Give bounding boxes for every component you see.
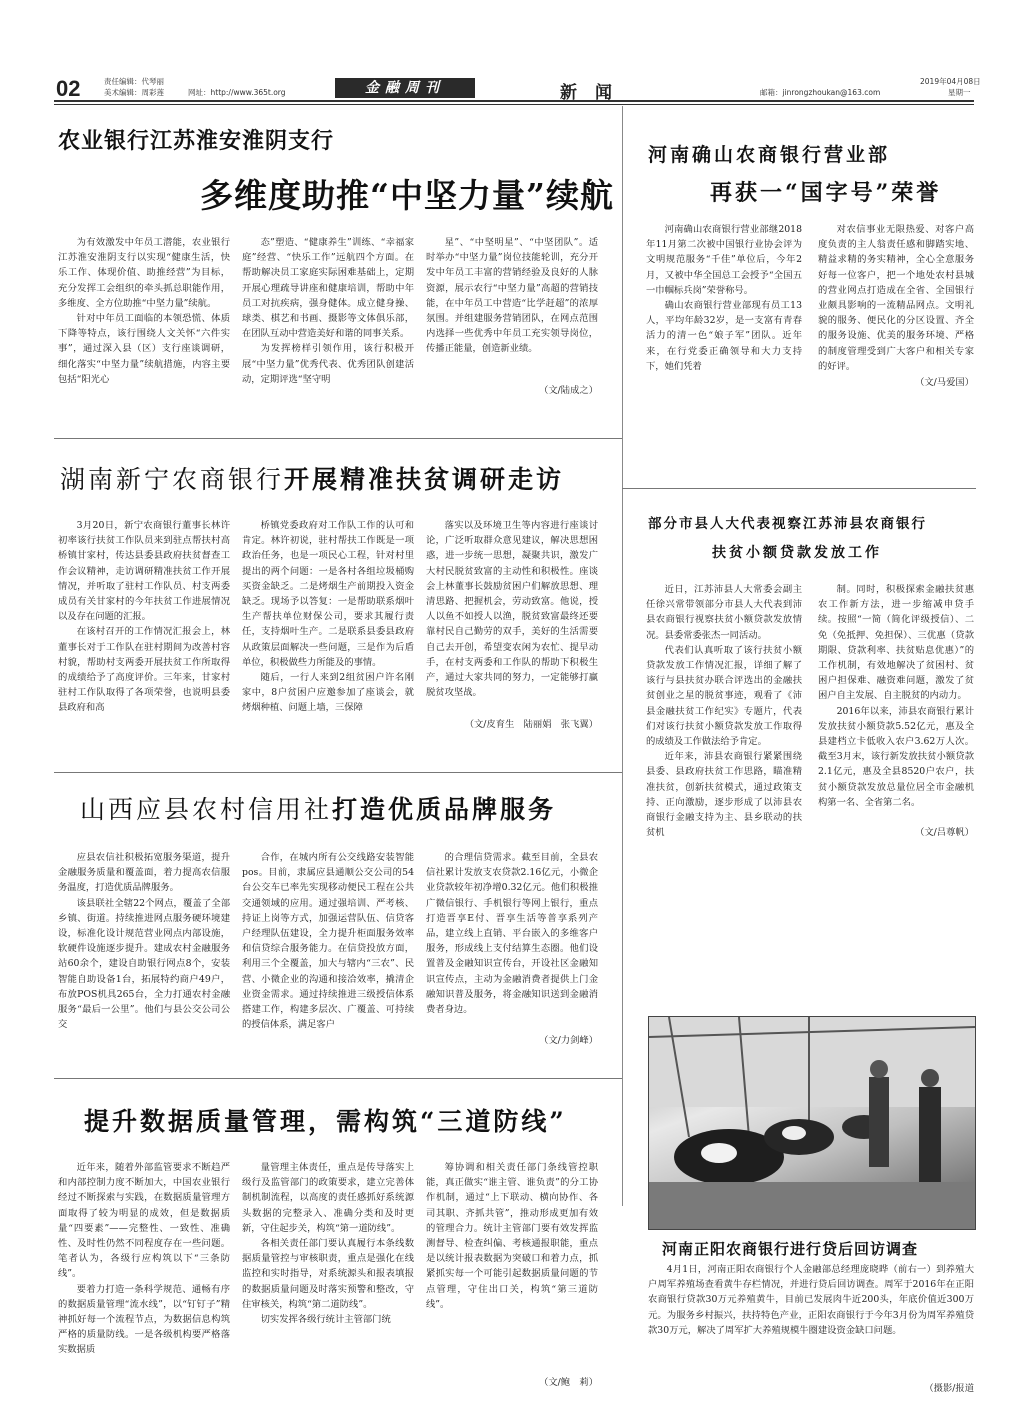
a5-title-line xyxy=(80,790,556,826)
website-text: 网址：http://www.365t.org xyxy=(188,88,286,97)
a3-column-1: 3月20日，新宁农商银行董事长林许初率该行扶贫工作队员来到驻点帮扶村高桥镇甘家村，传达县委县政府扶贫督查工作会议精神，走访调研精准扶贫工作开展情况，并听取了驻村工作队员、村支两委成员有关甘家村的今年扶贫工作进展情况以及存在问题的汇报。 在该村召开的工作情况汇报会上，林董事长对于工作队在驻村期间为改善村容村貌，帮助村支两委开展扶贫工作所取得的成绩给予了高度评价。三年来，甘家村驻村工作队取得了各项荣誉，也说明县委县政府和高 xyxy=(58,520,230,714)
a1-author: （文/陆成之） xyxy=(539,385,598,396)
a5-title-plain: 山西应县农村信用社 xyxy=(80,795,333,824)
a4-kicker: 部分市县人大代表视察江苏沛县农商银行 xyxy=(648,516,927,532)
a6-author: （文/鲍 莉） xyxy=(539,1377,598,1388)
email-text: 邮箱：jinrongzhoukan@163.com xyxy=(760,88,881,97)
a1-kicker: 农业银行江苏淮安淮阴支行 xyxy=(58,128,335,154)
a4-column-2: 制。同时，积极探索金融扶贫惠农工作新方法，进一步缩减申贷手续。按照“一简（简化评级授信）、二免（免抵押、免担保）、三优惠（贷款期限、贷款利率、扶贫贴息优惠）”的工作机制，有效地解决了贫困村、贫困户担保难、融资难问题，激发了贫困户自主发展、自主脱贫的内动力。 2016年以来，沛县农商银行累计发放扶贫小额贷款5.52亿元，惠及全县建档立卡低收入农户3.62万人次。截至3月末，该行新发放扶贫小额贷款2.1亿元，惠及全县8520户农户，扶贫小额贷款发放总量位居全市金融机构第一名、全省第二名。 xyxy=(818,584,974,808)
cattle-farm-illustration xyxy=(649,1017,975,1229)
a6-title: 提升数据质量管理，需构筑“三道防线” xyxy=(84,1107,567,1136)
divider-a1 xyxy=(54,438,622,439)
a2-author: （文/马爱国） xyxy=(915,377,974,388)
issue-date: 2019年04月08日 xyxy=(920,77,981,86)
a3-title-bold: 开展精准扶贫调研走访 xyxy=(284,465,565,494)
issue-weekday: 星期一 xyxy=(948,88,971,97)
a6-column-2: 量管理主体责任，重点是传导落实上级行及监管部门的政策要求，建立完善体制机制流程，以高度的责任感抓好系统源头数据的完整录入、准确分类和及时更新，守住起步关，构筑“第一道防线”。 各相关责任部门要认真履行本条线数据质量管控与审核职责，重点是强化在线监控和实时指导，对系统源头和报表填报的数据质量问题及时落实预警和整改，守住审核关，构筑“第二道防线”。 切实发挥各级行统计主管部门统 xyxy=(242,1162,414,1326)
a2-column-2: 对农信事业无限热爱、对客户高度负责的主人翁责任感和脚踏实地、精益求精的务实精神，全心全意服务好每一位客户，把一个地处农村县城的营业网点打造成在全省、全国银行业颇具影响的一流精品网点。文明礼貌的服务、便民化的分区设置、齐全的服务设施、优美的服务环境、严格的制度管理受到广大客户和相关专家的好评。 xyxy=(818,224,974,372)
art-editor-credit: 美术编辑：周彩莲 xyxy=(104,88,164,97)
newspaper-banner: 金融周刊 xyxy=(335,78,475,98)
a1-title: 多维度助推“中坚力量”续航 xyxy=(200,176,614,215)
a5-author: （文/力剑峰） xyxy=(539,1035,598,1046)
a1-column-2: 态”塑造、“健康养生”训练、“幸福家庭”经营、“快乐工作”远航四个方面。在帮助解决员工家庭实际困难基础上，定期开展心理疏导讲座和健康培训，帮助中年员工对抗疾病，强身健体。成立健身操、球类、棋艺和书画、摄影等文体俱乐部，在团队互动中营造美好和谐的同事关系。 为发挥榜样引领作用，该行积极开展“中坚力量”优秀代表、优秀团队创建活动，定期评选“坚守明 xyxy=(242,237,414,385)
a5-column-2: 合作，在城内所有公交线路安装智能pos。目前，隶属应县通顺公交公司的54台公交车已率先实现移动便民工程在公共交通领域的应用。通过强培训、严考核、持证上岗等方式，加强运营队伍、信贷客户经理队伍建设，全力提升柜面服务效率和信贷综合服务能力。在信贷投放方面，利用三个全覆盖，加大与辖内“三农”、民营、小微企业的沟通和接洽效率，撬清企业资金需求。通过持续推进三级授信体系搭建工作，构建多层次、广覆盖、可持续的授信体系，满足客户 xyxy=(242,852,414,1031)
a1-column-1: 为有效激发中年员工潜能，农业银行江苏淮安淮阴支行以实现“健康生活，快乐工作、体现价值、助推经营”为目标，充分发挥工会组织的牵头抓总职能作用，多维度、全方位助推“中坚力量”续航。 针对中年员工面临的本领恐慌、体质下降等特点，该行围绕人文关怀“六件实事”，通过深入县（区）支行座谈调研，细化落实“中坚力量”续航措施，内容主要包括“阳光心 xyxy=(58,237,230,385)
photo-news-title: 河南正阳农商银行进行贷后回访调查 xyxy=(662,1240,919,1258)
column-divider xyxy=(622,106,623,1206)
a2-title: 再获一“国字号”荣誉 xyxy=(710,180,942,206)
a5-column-1: 应县农信社积极拓宽服务渠道，提升金融服务质量和覆盖面，着力提高农信服务温度，打造优质品牌服务。 该县联社全辖22个网点，覆盖了全部乡镇、街道。持续推进网点服务硬环境建设，标准化设计规范营业网点内部设施，软硬件设施逐步提升。建成农村金融服务站60余个，建设自助银行网点8个，安装智能自助设备1台，拓展特约商户49户，布放POS机具265台，全力打通农村金融服务“最后一公里”。他们与县公交公司公交 xyxy=(58,852,230,1031)
photo-news-credit: （摄影/报道 xyxy=(924,1383,974,1394)
a2-column-1: 河南确山农商银行营业部继2018年11月第二次被中国银行业协会评为文明规范服务“千佳”单位后，今年2月，又被中华全国总工会授予“全国五一巾帼标兵岗”荣誉称号。 确山农商银行营业部现有员工13人，平均年龄32岁，是一支富有青春活力的清一色“娘子军”团队。近年来，在行党委正确领导和大力支持下，她们凭着 xyxy=(646,224,802,372)
a6-column-3: 筹协调和相关责任部门条线管控职能，真正做实“谁主管、谁负责”的分工协作机制，通过“上下联动、横向协作、各司其职、齐抓共管”，推动形成更加有效的管理合力。统计主管部门要有效发挥监测督导、检查纠偏、考核通报职能，重点是以统计报表数据为突破口和着力点，抓紧抓实每一个可能引起数据质量问题的节点管理，守住出口关，构筑“第三道防线”。 xyxy=(426,1162,598,1310)
photo-news-caption: 4月1日，河南正阳农商银行个人金融部总经理庞晓晔（前右一）到养殖大户周军养殖场查看黄牛存栏情况，并进行贷后回访调查。周军于2016年在正阳农商银行贷款30万元养殖黄牛，目前已发展肉牛近200头，年底价值近300万元。为服务乡村振兴，扶持特色产业，正阳农商银行于今年3月份为周军养殖贷款30万元，解决了周军扩大养殖规模牛圈建设资金缺口问题。 xyxy=(648,1264,974,1336)
a3-column-3: 落实以及环境卫生等内容进行座谈讨论，广泛听取群众意见建议，解决思想困惑，进一步统一思想，凝聚共识，激发广大村民脱贫致富的主动性和积极性。座谈会上林董事长鼓励贫困户们解放思想、理清思路、把握机会，劳动致富。他说，授人以鱼不如授人以渔，脱贫致富最终还要靠村民自己勤劳的双手，美好的生活需要自己去开创，希望变农闲为农忙、提早动手，在村支两委和工作队的帮助下积极生产，通过大家共同的努力，一定能够打赢脱贫攻坚战。 xyxy=(426,520,598,699)
a3-author: （文/皮育生 陆丽娟 张飞翼） xyxy=(464,719,598,730)
a3-title-plain: 湖南新宁农商银行 xyxy=(60,465,285,494)
a5-column-3: 的合理信贷需求。截至目前，全县农信社累计发放支农贷款2.16亿元，小微企业贷款较年初净增0.32亿元。他们积极推广微信银行、手机银行等网上银行，重点打造晋享E付、晋享生活等普享系列产品，建立线上直销、平台嵌入的多维客户服务，形成线上支付结算生态圈。他们设置普及金融知识宣传台，开设社区金融知识宣传点，主动为金融消费者提供上门金融知识普及服务，将金融知识送到金融消费者身边。 xyxy=(426,852,598,1016)
a3-title-line xyxy=(60,460,564,496)
a5-title-bold: 打造优质品牌服务 xyxy=(332,795,557,824)
a1-column-3: 星”、“中坚明星”、“中坚团队”。适时举办“中坚力量”岗位技能轮训，充分开发中年员工丰富的营销经验及良好的人脉资源，展示农行“中坚力量”高超的营销技能，在中年员工中营造“比学赶超”的浓厚氛围。并组建服务营销团队，在网点范围内选择一些优秀中年员工充实领导岗位，传播正能量，创造新业绩。 xyxy=(426,237,598,355)
masthead-rule xyxy=(54,100,974,105)
a6-column-1: 近年来，随着外部监管要求不断趋严和内部控制力度不断加大，中国农业银行经过不断探索与实践，在数据质量管理方面取得了较为明显的成效，但是数据质量“四要素”——完整性、一致性、准确性、及时性仍然不同程度存在一些问题。笔者认为，各级行应构筑以下“三条防线”。 要着力打造一条科学规范、通畅有序的数据质量管理“流水线”，以“钉钉子”精神抓好每一个流程节点，为数据信息构筑严格的质量防线。一是各级机构要严格落实数据质 xyxy=(58,1162,230,1356)
news-photo xyxy=(648,1016,976,1230)
page-number: 02 xyxy=(56,76,81,101)
a4-author: （文/吕尊帆） xyxy=(915,827,974,838)
editor-credit: 责任编辑：代琴丽 xyxy=(104,77,164,86)
a2-kicker: 河南确山农商银行营业部 xyxy=(648,144,891,166)
divider-a3 xyxy=(54,772,622,773)
section-name: 新闻 xyxy=(560,83,630,103)
divider-a2 xyxy=(622,488,976,489)
a4-title: 扶贫小额贷款发放工作 xyxy=(712,545,882,561)
a3-column-2: 桥镇党委政府对工作队工作的认可和肯定。林许初说，驻村帮扶工作既是一项政治任务，也是一项民心工程，针对村里提出的两个问题：一是各村各组垃圾桶购买资金缺乏。二是烤烟生产前期投入资金缺乏。现场予以答复：一是帮助联系烟叶生产帮扶单位财保公司，要求其履行责任，支持烟叶生产。二是联系县委县政府从政策层面解决一些问题，三是作为后盾单位，积极做些力所能及的事情。 随后，一行人来到2组贫困户许名刚家中，8户贫困户应邀参加了座谈会，就烤烟种植、问题上墙，三保障 xyxy=(242,520,414,714)
a4-column-1: 近日，江苏沛县人大常委会副主任徐兴常带领部分市县人大代表到沛县农商银行视察扶贫小额贷款发放情况。县委常委张杰一同活动。 代表们认真听取了该行扶贫小额贷款发放工作情况汇报，详细了解了该行与县扶贫办联合评选出的金融扶贫创业之星的脱贫事迹，观看了《沛县金融扶贫工作纪实》专题片，代表们对该行扶贫小额贷款发放工作取得的成绩及工作做法给予肯定。 近年来，沛县农商银行紧紧围绕县委、县政府扶贫工作思路，瞄准精准扶贫，创新扶贫模式，通过政策支持、正向激励，逐步形成了以沛县农商银行金融支持为主、县乡联动的扶贫机 xyxy=(646,584,802,839)
divider-a5 xyxy=(54,1078,622,1079)
